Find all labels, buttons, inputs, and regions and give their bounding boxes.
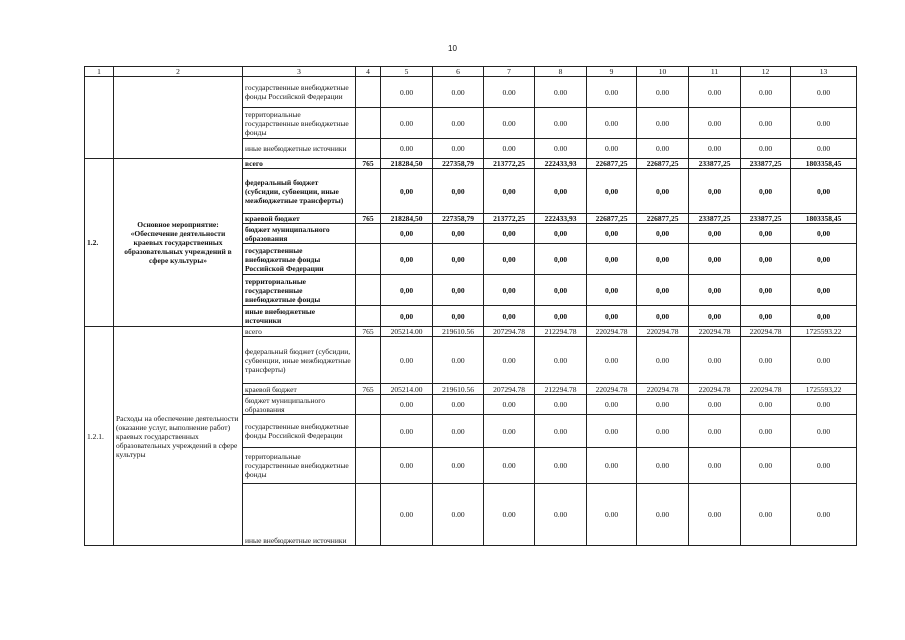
value-cell: 0.00 <box>689 484 741 546</box>
value-cell: 0,00 <box>535 244 587 275</box>
value-cell: 227358,79 <box>433 214 484 224</box>
value-cell: 0.00 <box>791 484 857 546</box>
funding-source-cell: всего <box>243 327 356 337</box>
value-cell: 0,00 <box>637 306 689 327</box>
value-cell: 0,00 <box>433 224 484 244</box>
value-cell: 226877,25 <box>587 214 637 224</box>
value-cell: 0,00 <box>689 306 741 327</box>
value-cell: 0.00 <box>689 415 741 448</box>
value-cell: 0,00 <box>637 275 689 306</box>
column-header: 5 <box>381 67 433 77</box>
value-cell: 0.00 <box>587 108 637 139</box>
value-cell: 220294.78 <box>637 327 689 337</box>
code-cell <box>356 224 381 244</box>
value-cell: 0.00 <box>381 415 433 448</box>
value-cell: 205214.00 <box>381 327 433 337</box>
value-cell: 0.00 <box>587 337 637 384</box>
column-header: 4 <box>356 67 381 77</box>
code-cell <box>356 244 381 275</box>
value-cell: 0.00 <box>535 77 587 108</box>
page-number: 10 <box>448 44 457 53</box>
value-cell: 1725593.22 <box>791 327 857 337</box>
value-cell: 0,00 <box>381 306 433 327</box>
funding-source-cell: государственные внебюджетные фонды Российской Федерации <box>243 415 356 448</box>
value-cell: 0.00 <box>637 139 689 159</box>
value-cell: 1803358,45 <box>791 159 857 169</box>
value-cell: 220294.78 <box>637 384 689 395</box>
value-cell: 213772,25 <box>484 214 535 224</box>
value-cell: 0,00 <box>587 275 637 306</box>
column-header: 8 <box>535 67 587 77</box>
value-cell: 233877,25 <box>689 159 741 169</box>
column-header: 3 <box>243 67 356 77</box>
value-cell: 0.00 <box>741 395 791 415</box>
value-cell: 0.00 <box>637 108 689 139</box>
value-cell: 0,00 <box>381 224 433 244</box>
value-cell: 0.00 <box>637 395 689 415</box>
value-cell: 0.00 <box>791 108 857 139</box>
row-number-cell: 1.2. <box>85 159 114 327</box>
funding-source-cell: федеральный бюджет (субсидии, субвенции, иные межбюджетные трансферты) <box>243 169 356 214</box>
header-row <box>85 67 857 77</box>
value-cell: 218284,50 <box>381 214 433 224</box>
code-cell: 765 <box>356 159 381 169</box>
value-cell: 0,00 <box>791 169 857 214</box>
value-cell: 212294.78 <box>535 384 587 395</box>
value-cell: 0,00 <box>587 244 637 275</box>
column-header: 2 <box>114 67 243 77</box>
value-cell: 0.00 <box>484 484 535 546</box>
value-cell: 0.00 <box>381 448 433 484</box>
value-cell: 0.00 <box>433 77 484 108</box>
value-cell: 0.00 <box>741 448 791 484</box>
funding-source-cell: иные внебюджетные источники <box>243 484 356 546</box>
value-cell: 0.00 <box>689 139 741 159</box>
value-cell: 233877,25 <box>741 159 791 169</box>
value-cell: 212294.78 <box>535 327 587 337</box>
value-cell: 0.00 <box>587 395 637 415</box>
value-cell: 233877,25 <box>689 214 741 224</box>
column-header: 11 <box>689 67 741 77</box>
value-cell: 0.00 <box>535 484 587 546</box>
funding-source-cell: иные внебюджетные источники <box>243 139 356 159</box>
value-cell: 233877,25 <box>741 214 791 224</box>
value-cell: 0,00 <box>484 169 535 214</box>
value-cell: 0,00 <box>689 224 741 244</box>
value-cell: 0.00 <box>791 139 857 159</box>
value-cell: 0.00 <box>741 77 791 108</box>
value-cell: 0,00 <box>741 224 791 244</box>
value-cell: 226877,25 <box>637 159 689 169</box>
code-cell <box>356 484 381 546</box>
code-cell <box>356 275 381 306</box>
value-cell: 0,00 <box>433 244 484 275</box>
funding-source-cell: иные внебюджетные источники <box>243 306 356 327</box>
value-cell: 0.00 <box>484 448 535 484</box>
value-cell: 1725593,22 <box>791 384 857 395</box>
value-cell: 0.00 <box>381 395 433 415</box>
value-cell: 220294.78 <box>741 384 791 395</box>
value-cell: 0.00 <box>535 108 587 139</box>
code-cell <box>356 395 381 415</box>
value-cell: 0,00 <box>791 244 857 275</box>
value-cell: 0,00 <box>741 169 791 214</box>
funding-source-cell: государственные внебюджетные фонды Российской Федерации <box>243 77 356 108</box>
value-cell: 0.00 <box>587 415 637 448</box>
budget-table <box>84 66 857 546</box>
value-cell: 0,00 <box>535 306 587 327</box>
value-cell: 0.00 <box>689 448 741 484</box>
value-cell: 0,00 <box>637 169 689 214</box>
value-cell: 0.00 <box>689 77 741 108</box>
value-cell: 0,00 <box>484 244 535 275</box>
value-cell: 0,00 <box>381 169 433 214</box>
value-cell: 220294.78 <box>741 327 791 337</box>
value-cell: 0,00 <box>535 224 587 244</box>
code-cell <box>356 448 381 484</box>
value-cell: 207294.78 <box>484 327 535 337</box>
value-cell: 0.00 <box>637 448 689 484</box>
value-cell: 220294.78 <box>689 327 741 337</box>
value-cell: 0,00 <box>433 306 484 327</box>
value-cell: 213772,25 <box>484 159 535 169</box>
value-cell: 0,00 <box>484 224 535 244</box>
value-cell: 207294.78 <box>484 384 535 395</box>
value-cell: 0,00 <box>587 169 637 214</box>
value-cell: 0.00 <box>381 77 433 108</box>
value-cell: 220294.78 <box>689 384 741 395</box>
value-cell: 0.00 <box>484 108 535 139</box>
table-row <box>85 327 857 337</box>
code-cell <box>356 108 381 139</box>
value-cell: 0.00 <box>741 108 791 139</box>
value-cell: 0,00 <box>637 244 689 275</box>
table-row <box>85 77 857 108</box>
value-cell: 0.00 <box>433 108 484 139</box>
value-cell: 0,00 <box>433 169 484 214</box>
value-cell: 0.00 <box>741 415 791 448</box>
value-cell: 0,00 <box>689 244 741 275</box>
value-cell: 0,00 <box>535 275 587 306</box>
value-cell: 0.00 <box>484 139 535 159</box>
value-cell: 0.00 <box>381 337 433 384</box>
value-cell: 0.00 <box>587 139 637 159</box>
value-cell: 0.00 <box>433 484 484 546</box>
row-number-cell <box>85 77 114 159</box>
code-cell <box>356 306 381 327</box>
value-cell: 0,00 <box>587 224 637 244</box>
code-cell <box>356 337 381 384</box>
funding-source-cell: бюджет муниципального образования <box>243 395 356 415</box>
value-cell: 0.00 <box>741 484 791 546</box>
value-cell: 0.00 <box>741 139 791 159</box>
value-cell: 0.00 <box>587 484 637 546</box>
funding-source-cell: территориальные государственные внебюджетные фонды <box>243 275 356 306</box>
value-cell: 0,00 <box>484 275 535 306</box>
value-cell: 0.00 <box>433 139 484 159</box>
code-cell: 765 <box>356 214 381 224</box>
value-cell: 227358,79 <box>433 159 484 169</box>
value-cell: 0,00 <box>791 306 857 327</box>
value-cell: 0.00 <box>381 108 433 139</box>
row-name-cell: Основное мероприятие: «Обеспечение деятельности краевых государственных образовательных учреждений в сфере культуры» <box>114 159 243 327</box>
value-cell: 0.00 <box>741 337 791 384</box>
table-row <box>85 159 857 169</box>
value-cell: 220294.78 <box>587 384 637 395</box>
code-cell <box>356 139 381 159</box>
value-cell: 222433,93 <box>535 159 587 169</box>
funding-source-cell: территориальные государственные внебюджетные фонды <box>243 108 356 139</box>
value-cell: 0,00 <box>689 275 741 306</box>
value-cell: 0.00 <box>535 415 587 448</box>
column-header: 1 <box>85 67 114 77</box>
value-cell: 0,00 <box>587 306 637 327</box>
value-cell: 0.00 <box>535 448 587 484</box>
value-cell: 0.00 <box>433 337 484 384</box>
value-cell: 0.00 <box>637 337 689 384</box>
value-cell: 0.00 <box>484 77 535 108</box>
value-cell: 0.00 <box>689 108 741 139</box>
code-cell <box>356 415 381 448</box>
value-cell: 0,00 <box>741 306 791 327</box>
column-header: 6 <box>433 67 484 77</box>
value-cell: 0,00 <box>433 275 484 306</box>
code-cell: 765 <box>356 384 381 395</box>
funding-source-cell: территориальные государственные внебюджетные фонды <box>243 448 356 484</box>
value-cell: 0,00 <box>741 244 791 275</box>
value-cell: 226877,25 <box>637 214 689 224</box>
column-header: 9 <box>587 67 637 77</box>
funding-source-cell: бюджет муниципального образования <box>243 224 356 244</box>
value-cell: 0.00 <box>689 395 741 415</box>
value-cell: 222433,93 <box>535 214 587 224</box>
value-cell: 0.00 <box>637 415 689 448</box>
row-name-cell: Расходы на обеспечение деятельности (оказание услуг, выполнение работ) краевых государственных образовательных учреждений в сфере культуры <box>114 327 243 546</box>
row-number-cell: 1.2.1. <box>85 327 114 546</box>
value-cell: 0.00 <box>637 484 689 546</box>
funding-source-cell: федеральный бюджет (субсидии, субвенции, иные межбюджетные трансферты) <box>243 337 356 384</box>
value-cell: 0.00 <box>433 415 484 448</box>
value-cell: 0.00 <box>381 484 433 546</box>
value-cell: 0.00 <box>587 77 637 108</box>
value-cell: 0.00 <box>535 337 587 384</box>
value-cell: 0,00 <box>741 275 791 306</box>
value-cell: 0,00 <box>381 244 433 275</box>
funding-source-cell: всего <box>243 159 356 169</box>
value-cell: 0.00 <box>689 337 741 384</box>
value-cell: 220294.78 <box>587 327 637 337</box>
funding-source-cell: краевой бюджет <box>243 214 356 224</box>
value-cell: 1803358,45 <box>791 214 857 224</box>
value-cell: 0,00 <box>637 224 689 244</box>
column-header: 7 <box>484 67 535 77</box>
value-cell: 0.00 <box>381 139 433 159</box>
value-cell: 0.00 <box>484 415 535 448</box>
column-header: 10 <box>637 67 689 77</box>
value-cell: 0,00 <box>791 224 857 244</box>
value-cell: 0.00 <box>791 395 857 415</box>
funding-source-cell: государственные внебюджетные фонды Российской Федерации <box>243 244 356 275</box>
code-cell: 765 <box>356 327 381 337</box>
value-cell: 0,00 <box>535 169 587 214</box>
value-cell: 0.00 <box>791 448 857 484</box>
value-cell: 205214.00 <box>381 384 433 395</box>
value-cell: 0.00 <box>637 77 689 108</box>
column-header: 12 <box>741 67 791 77</box>
value-cell: 0.00 <box>484 395 535 415</box>
value-cell: 0,00 <box>484 306 535 327</box>
code-cell <box>356 169 381 214</box>
value-cell: 219610.56 <box>433 327 484 337</box>
row-name-cell <box>114 77 243 159</box>
value-cell: 218284,50 <box>381 159 433 169</box>
value-cell: 0.00 <box>484 337 535 384</box>
value-cell: 0.00 <box>791 337 857 384</box>
value-cell: 0.00 <box>535 395 587 415</box>
code-cell <box>356 77 381 108</box>
value-cell: 226877,25 <box>587 159 637 169</box>
value-cell: 0.00 <box>535 139 587 159</box>
value-cell: 0.00 <box>791 77 857 108</box>
value-cell: 0,00 <box>689 169 741 214</box>
column-header: 13 <box>791 67 857 77</box>
value-cell: 0.00 <box>433 448 484 484</box>
funding-source-cell: краевой бюджет <box>243 384 356 395</box>
value-cell: 0.00 <box>433 395 484 415</box>
table-body <box>85 77 857 546</box>
value-cell: 0,00 <box>791 275 857 306</box>
value-cell: 0.00 <box>587 448 637 484</box>
value-cell: 219610.56 <box>433 384 484 395</box>
value-cell: 0.00 <box>791 415 857 448</box>
value-cell: 0,00 <box>381 275 433 306</box>
